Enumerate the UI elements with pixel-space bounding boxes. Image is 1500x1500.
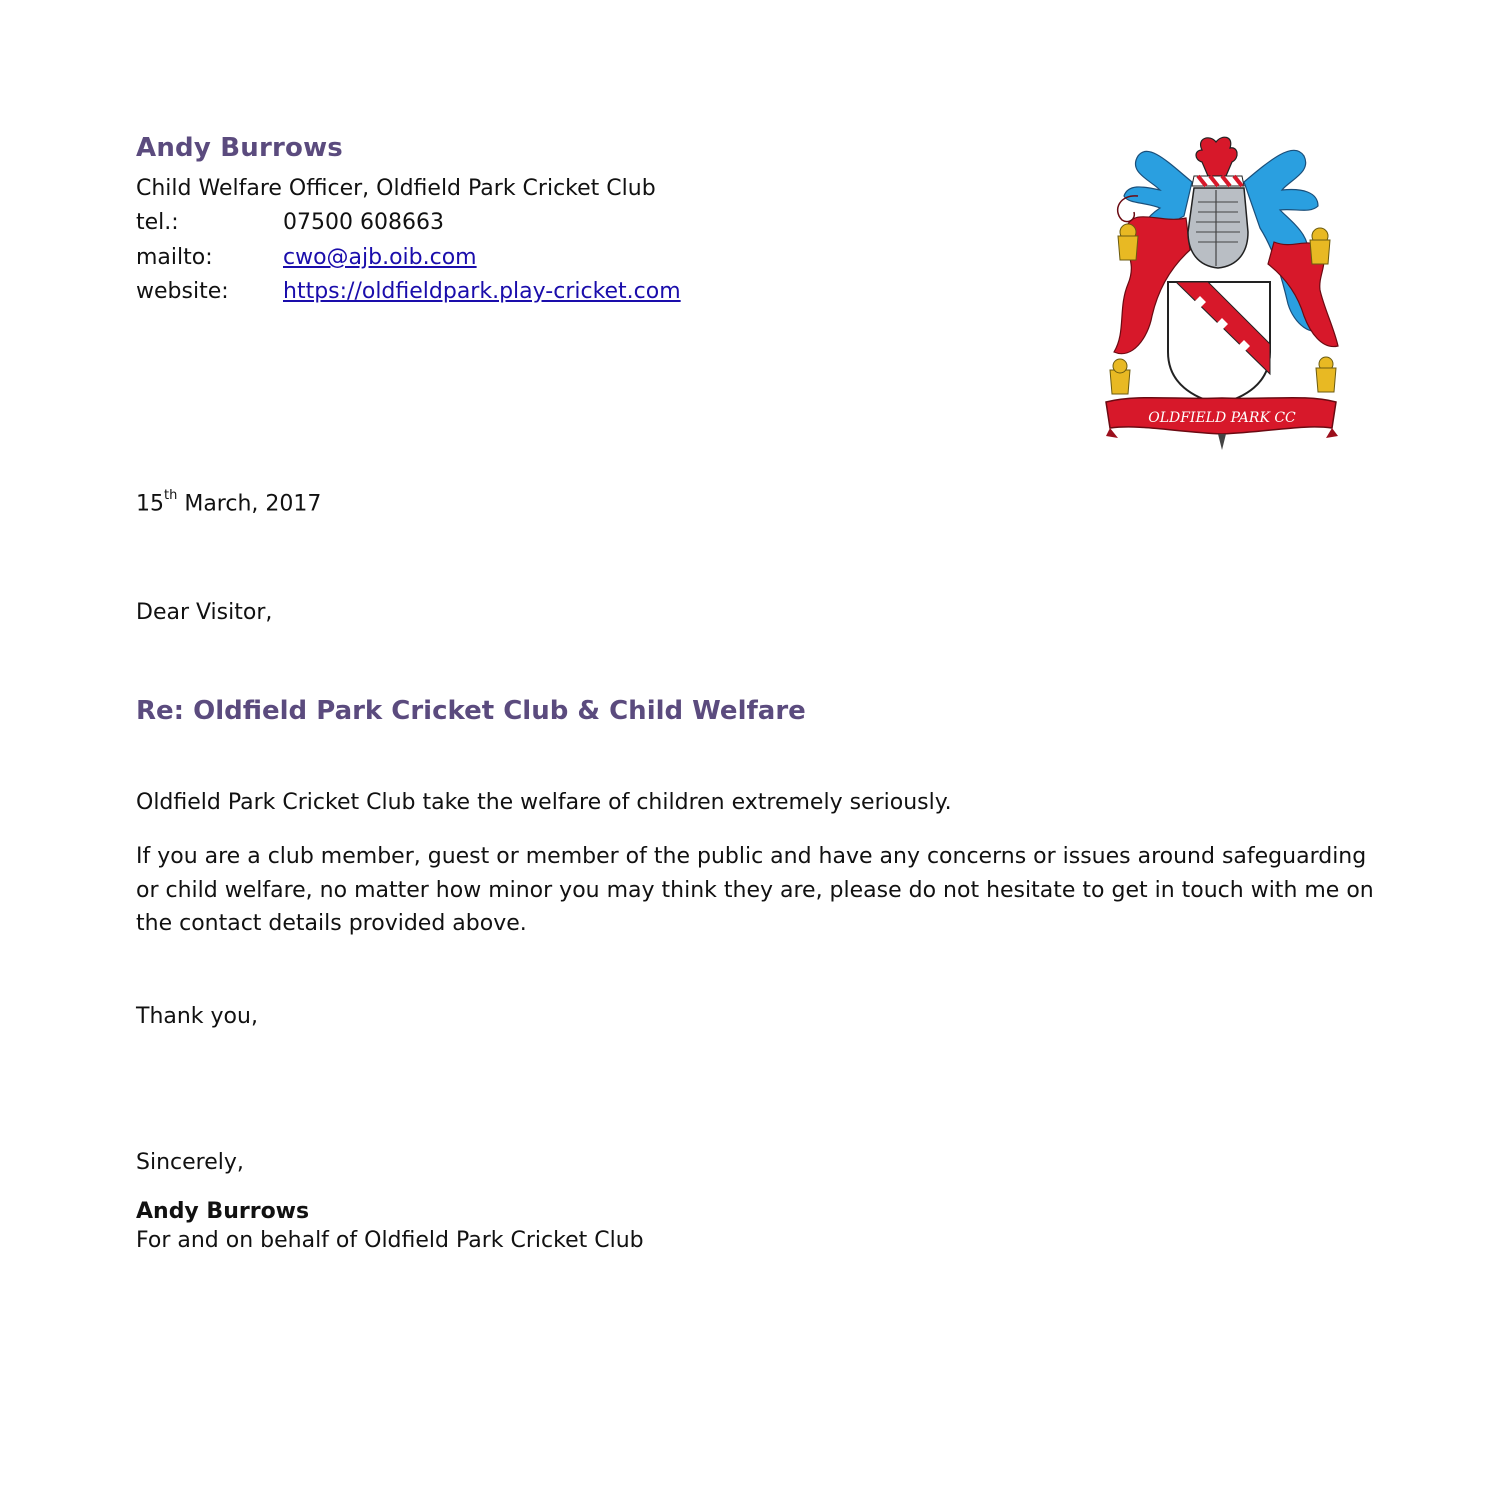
sender-name: Andy Burrows <box>136 133 343 163</box>
tel-label: tel.: <box>136 210 179 235</box>
crest-scroll-text: OLDFIELD PARK CC <box>1148 410 1296 426</box>
letter-date <box>136 488 322 517</box>
body-paragraph-1: Oldfield Park Cricket Club take the welfare of children extremely seriously. <box>136 790 952 815</box>
closing-line: Sincerely, <box>136 1150 244 1175</box>
tel-value: 07500 608663 <box>283 210 444 235</box>
mail-label: mailto: <box>136 245 213 270</box>
contact-web-row <box>136 279 681 304</box>
signature-name: Andy Burrows <box>136 1199 310 1224</box>
thanks-line: Thank you, <box>136 1004 258 1029</box>
club-crest-logo <box>1098 132 1346 454</box>
contact-tel-row <box>136 210 444 235</box>
web-label: website: <box>136 279 229 304</box>
subject-heading: Re: Oldfield Park Cricket Club & Child Welfare <box>136 696 806 726</box>
date-suffix: th <box>164 488 178 503</box>
date-rest: March, 2017 <box>177 491 322 517</box>
contact-mail-row <box>136 245 477 270</box>
sender-role: Child Welfare Officer, Oldfield Park Cricket Club <box>136 176 656 201</box>
signature-title: For and on behalf of Oldfield Park Cricket Club <box>136 1228 644 1253</box>
website-link[interactable]: https://oldfieldpark.play-cricket.com <box>283 279 681 304</box>
date-day: 15 <box>136 491 164 517</box>
salutation: Dear Visitor, <box>136 600 273 625</box>
body-paragraph-2: If you are a club member, guest or member of the public and have any concerns or issues around safeguarding or child welfare, no matter how minor you may think they are, please do not hesitate to get in touch with me on the contact details provided above. <box>136 844 1374 936</box>
email-link[interactable]: cwo@ajb.oib.com <box>283 245 477 270</box>
